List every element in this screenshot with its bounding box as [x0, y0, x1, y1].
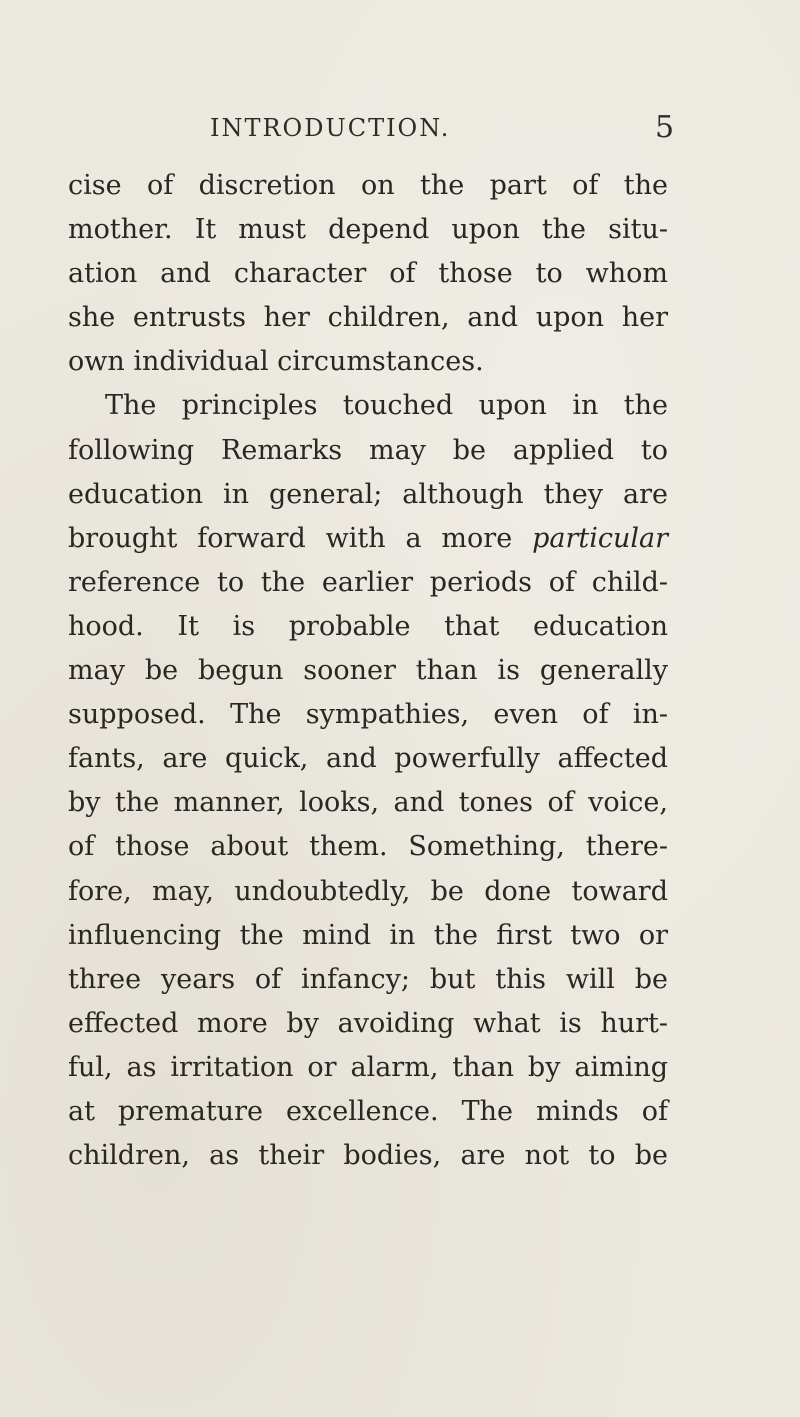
text-line: cise of discretion on the part of the [68, 170, 668, 201]
text-line: reference to the earlier periods of child- [68, 566, 668, 598]
italic-emphasis: particular [532, 522, 668, 554]
running-head: INTRODUCTION. [210, 114, 451, 142]
text-line: hood. It is probable that education [68, 610, 668, 642]
text-span: brought forward with a more [68, 522, 513, 554]
text-line: she entrusts her children, and upon her [68, 302, 668, 334]
text-line: education in general; although they are [68, 478, 668, 510]
text-line: may be begun sooner than is generally [68, 655, 668, 687]
text-line: at premature excellence. The minds of [68, 1095, 668, 1127]
text-line: fants, are quick, and powerfully affected [68, 743, 668, 775]
text-line: ful, as irritation or alarm, than by aiming [68, 1051, 668, 1083]
page-number: 5 [655, 110, 675, 145]
text-line: fore, may, undoubtedly, be done toward [68, 875, 668, 907]
text-line: mother. It must depend upon the situ- [68, 214, 668, 246]
text-line: by the manner, looks, and tones of voice, [68, 787, 668, 819]
text-line: influencing the mind in the first two or [68, 919, 668, 951]
text-line: own individual circumstances. [68, 346, 484, 378]
text-line: three years of infancy; but this will be [68, 963, 668, 995]
text-line: ation and character of those to whom [68, 258, 668, 290]
text-line: effected more by avoiding what is hurt- [68, 1007, 668, 1039]
text-line: children, as their bodies, are not to be [68, 1140, 668, 1172]
text-line [68, 517, 668, 561]
text-line: following Remarks may be applied to [68, 434, 668, 466]
body-text [68, 164, 668, 1178]
text-line: of those about them. Something, there- [68, 831, 668, 863]
text-line: supposed. The sympathies, even of in- [68, 699, 668, 731]
text-line: The principles touched upon in the [105, 390, 668, 422]
